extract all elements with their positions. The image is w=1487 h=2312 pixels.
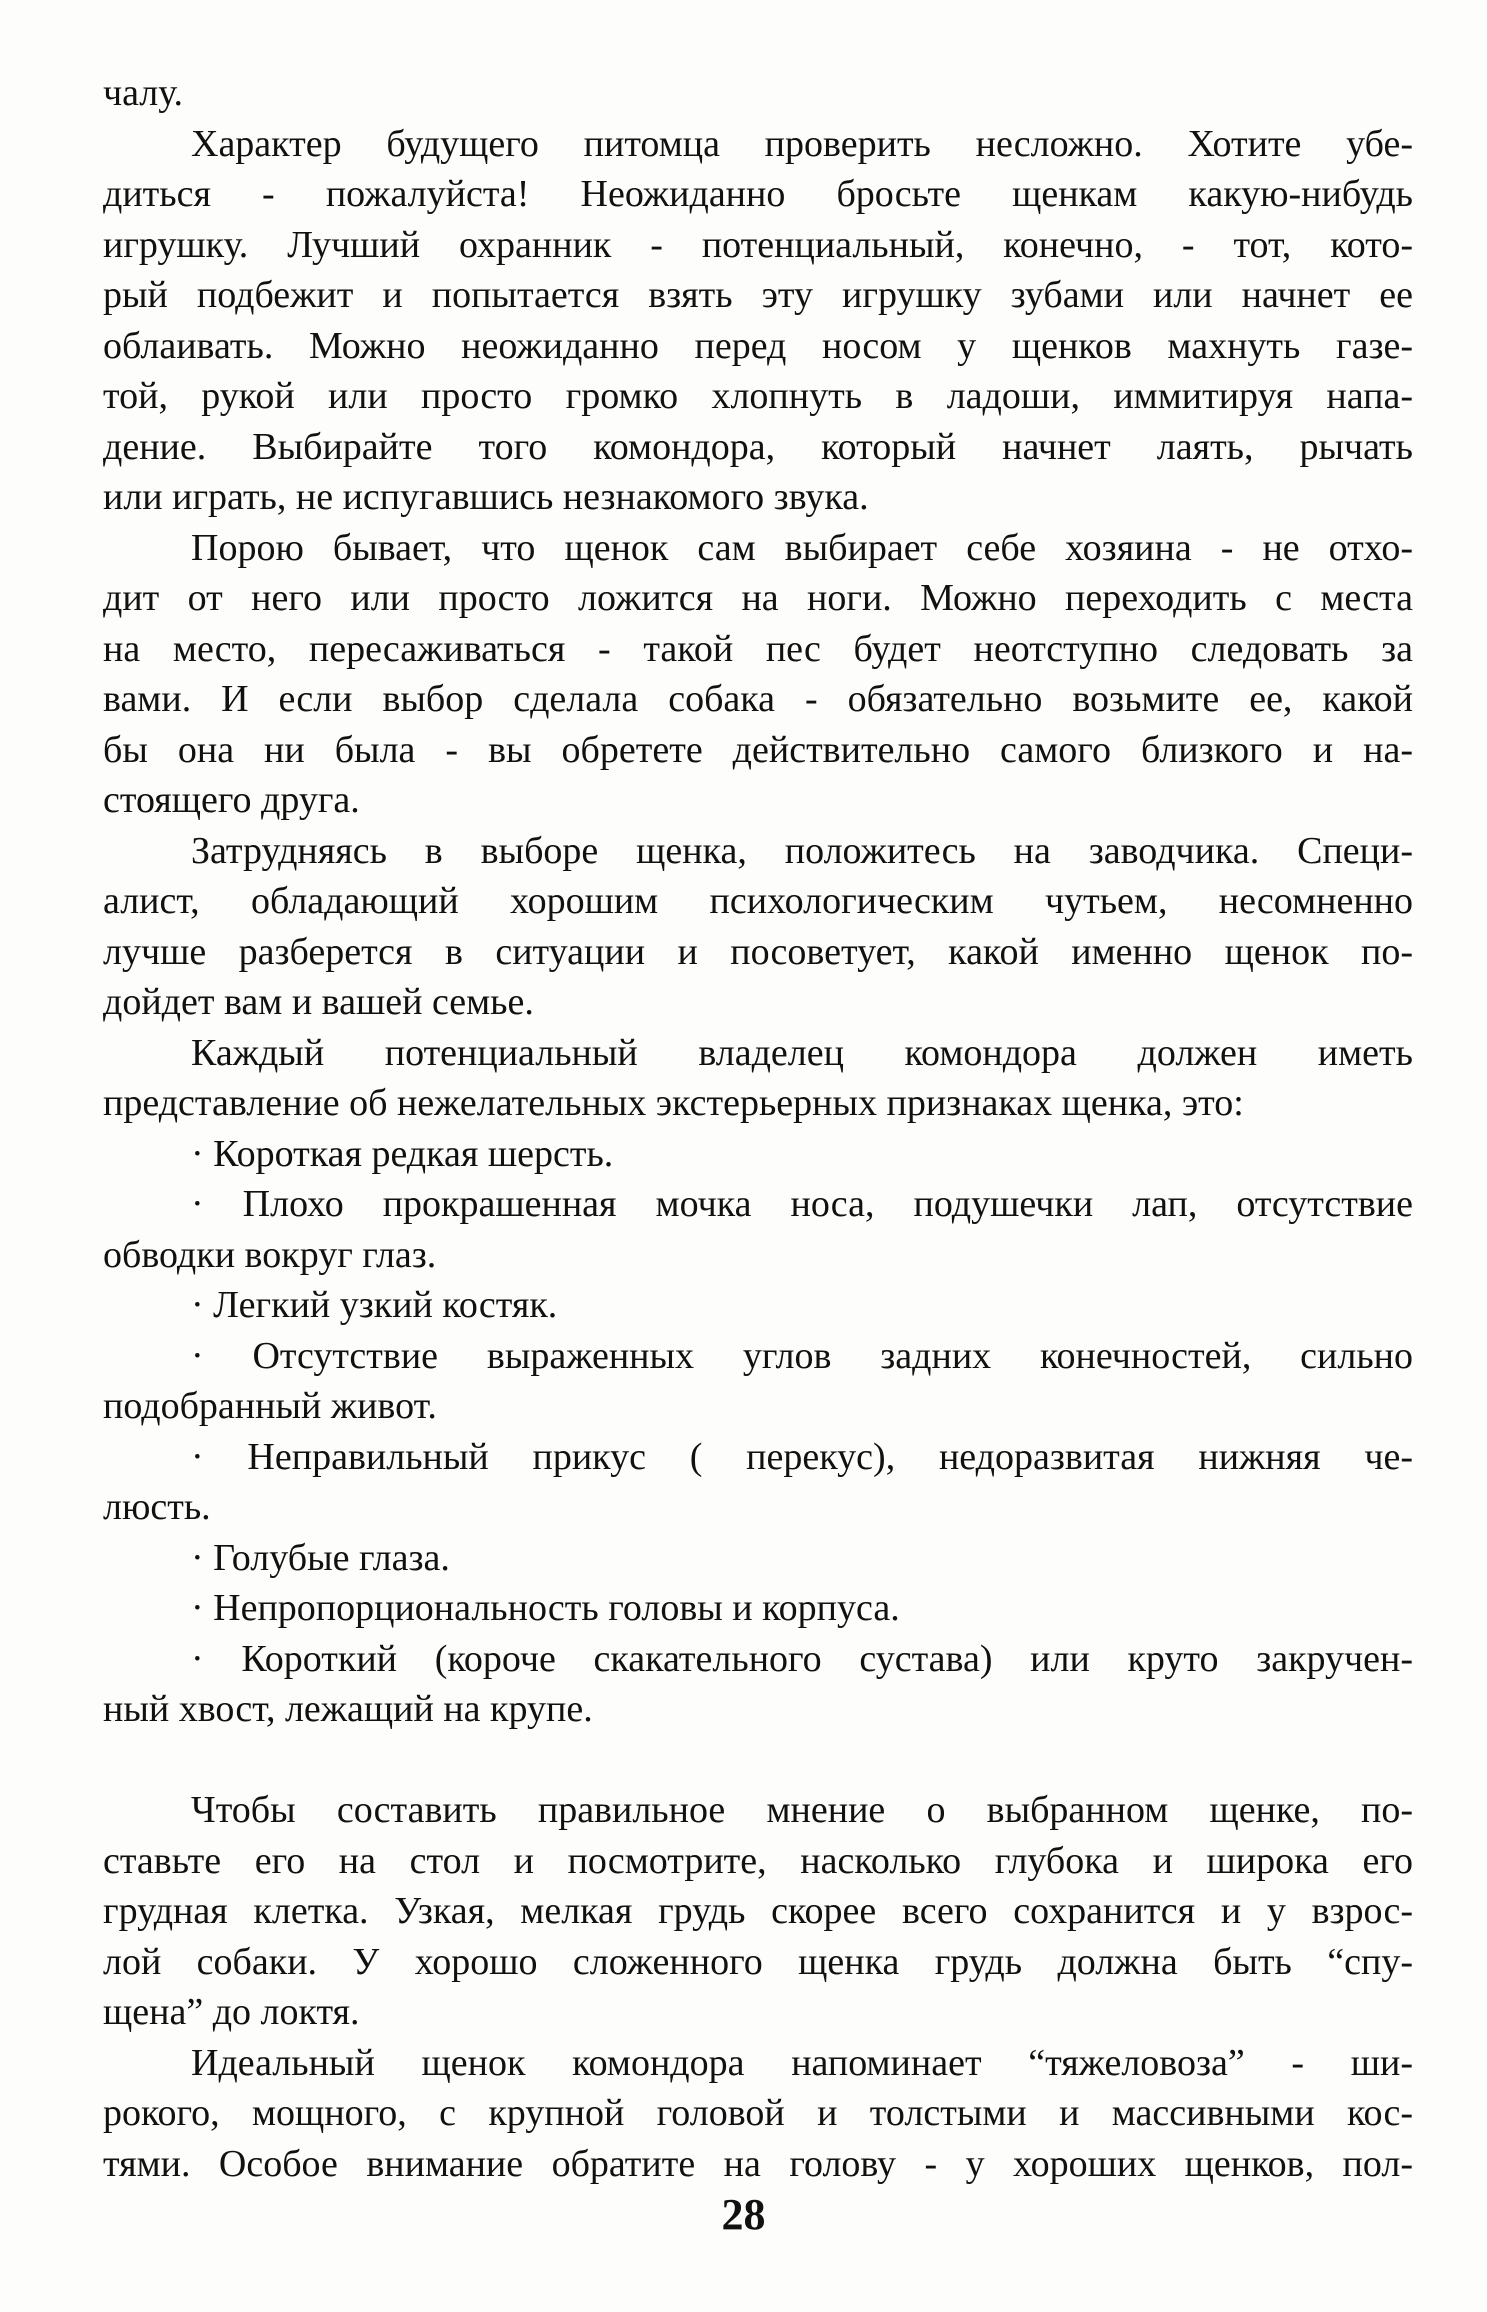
text-line: Идеальный щенок комондора напоминает “тяжеловоза” - ши- bbox=[191, 2041, 1413, 2084]
paragraph bbox=[103, 1280, 1413, 1331]
text-line: · Голубые глаза. bbox=[191, 1536, 450, 1579]
text-line: тями. Особое внимание обратите на голову - у хороших щенков, пол- bbox=[103, 2142, 1413, 2185]
text-line: Порою бывает, что щенок сам выбирает себе хозяина - не отхо- bbox=[191, 526, 1413, 569]
paragraph bbox=[103, 523, 1413, 826]
text-line: ный хвост, лежащий на крупе. bbox=[103, 1688, 593, 1730]
paragraph bbox=[103, 826, 1413, 1028]
text-line: Характер будущего питомца проверить несложно. Хотите убе- bbox=[191, 122, 1413, 165]
paragraph bbox=[103, 1129, 1413, 1180]
page-number: 28 bbox=[721, 2190, 766, 2239]
text-line: игрушку. Лучший охранник - потенциальный, конечно, - тот, кото- bbox=[103, 223, 1413, 266]
text-line: облаивать. Можно неожиданно перед носом у щенков махнуть газе- bbox=[103, 324, 1413, 367]
text-line: дит от него или просто ложится на ноги. Можно переходить с места bbox=[103, 577, 1413, 619]
text-line: · Непропорциональность головы и корпуса. bbox=[191, 1587, 900, 1629]
text-line: рый подбежит и попытается взять эту игрушку зубами или начнет ее bbox=[103, 274, 1413, 316]
text-line: дойдет вам и вашей семье. bbox=[103, 981, 534, 1023]
text-line: обводки вокруг глаз. bbox=[103, 1233, 437, 1276]
text-line: той, рукой или просто громко хлопнуть в ладоши, иммитируя напа- bbox=[103, 375, 1413, 417]
text-line: · Короткий (короче скакательного сустава) или круто закручен- bbox=[191, 1637, 1413, 1680]
text-line: лучше разберется в ситуации и посоветует, какой именно щенок по- bbox=[103, 930, 1413, 973]
text-line: · Отсутствие выраженных углов задних конечностей, сильно bbox=[191, 1334, 1413, 1377]
paragraph bbox=[103, 1179, 1413, 1280]
text-line: или играть, не испугавшись незнакомого звука. bbox=[103, 476, 869, 518]
paragraph bbox=[103, 1432, 1413, 1533]
text-line: Каждый потенциальный владелец комондора должен иметь bbox=[191, 1031, 1413, 1074]
text-line: люсть. bbox=[103, 1486, 211, 1528]
text-line: · Неправильный прикус ( перекус), недоразвитая нижняя че- bbox=[191, 1435, 1413, 1478]
paragraph bbox=[103, 1583, 1413, 1634]
text-line: лой собаки. У хорошо сложенного щенка грудь должна быть “спу- bbox=[103, 1940, 1413, 1983]
paragraph bbox=[103, 119, 1413, 523]
paragraph bbox=[103, 1533, 1413, 1584]
text-line: щена” до локтя. bbox=[103, 1991, 360, 2033]
text-line: вами. И если выбор сделала собака - обязательно возьмите ее, какой bbox=[103, 678, 1413, 720]
text-line: стоящего друга. bbox=[103, 779, 360, 821]
text-line: ставьте его на стол и посмотрите, насколько глубока и широка его bbox=[103, 1839, 1413, 1882]
text-line: Чтобы составить правильное мнение о выбранном щенке, по- bbox=[191, 1789, 1413, 1831]
text-line: алист, обладающий хорошим психологическим чутьем, несомненно bbox=[103, 880, 1413, 922]
text-line: Затрудняясь в выборе щенка, положитесь на заводчика. Специ- bbox=[191, 829, 1413, 872]
text-line: представление об нежелательных экстерьерных признаках щенка, это: bbox=[103, 1082, 1244, 1124]
text-line: дение. Выбирайте того комондора, который начнет лаять, рычать bbox=[103, 425, 1413, 468]
text-line: · Легкий узкий костяк. bbox=[191, 1284, 558, 1326]
paragraph bbox=[103, 1634, 1413, 1735]
paragraph-gap bbox=[103, 1735, 1413, 1786]
paragraph bbox=[103, 1331, 1413, 1432]
paragraph bbox=[103, 68, 1413, 119]
text-line: подобранный живот. bbox=[103, 1385, 437, 1427]
text-line: грудная клетка. Узкая, мелкая грудь скорее всего сохранится и у взрос- bbox=[103, 1890, 1413, 1932]
text-line: · Короткая редкая шерсть. bbox=[191, 1132, 614, 1175]
text-line: · Плохо прокрашенная мочка носа, подушечки лап, отсутствие bbox=[191, 1183, 1413, 1225]
text-line: диться - пожалуйста! Неожиданно бросьте щенкам какую-нибудь bbox=[103, 173, 1413, 215]
text-line: чалу. bbox=[103, 72, 183, 114]
text-line: рокого, мощного, с крупной головой и толстыми и массивными кос- bbox=[103, 2092, 1413, 2134]
paragraph bbox=[103, 1785, 1413, 2038]
paragraph bbox=[103, 1028, 1413, 1129]
page-body bbox=[103, 68, 1413, 2189]
paragraph bbox=[103, 2038, 1413, 2190]
text-line: на место, пересаживаться - такой пес будет неотступно следовать за bbox=[103, 627, 1413, 670]
text-line: бы она ни была - вы обретете действительно самого близкого и на- bbox=[103, 728, 1413, 771]
